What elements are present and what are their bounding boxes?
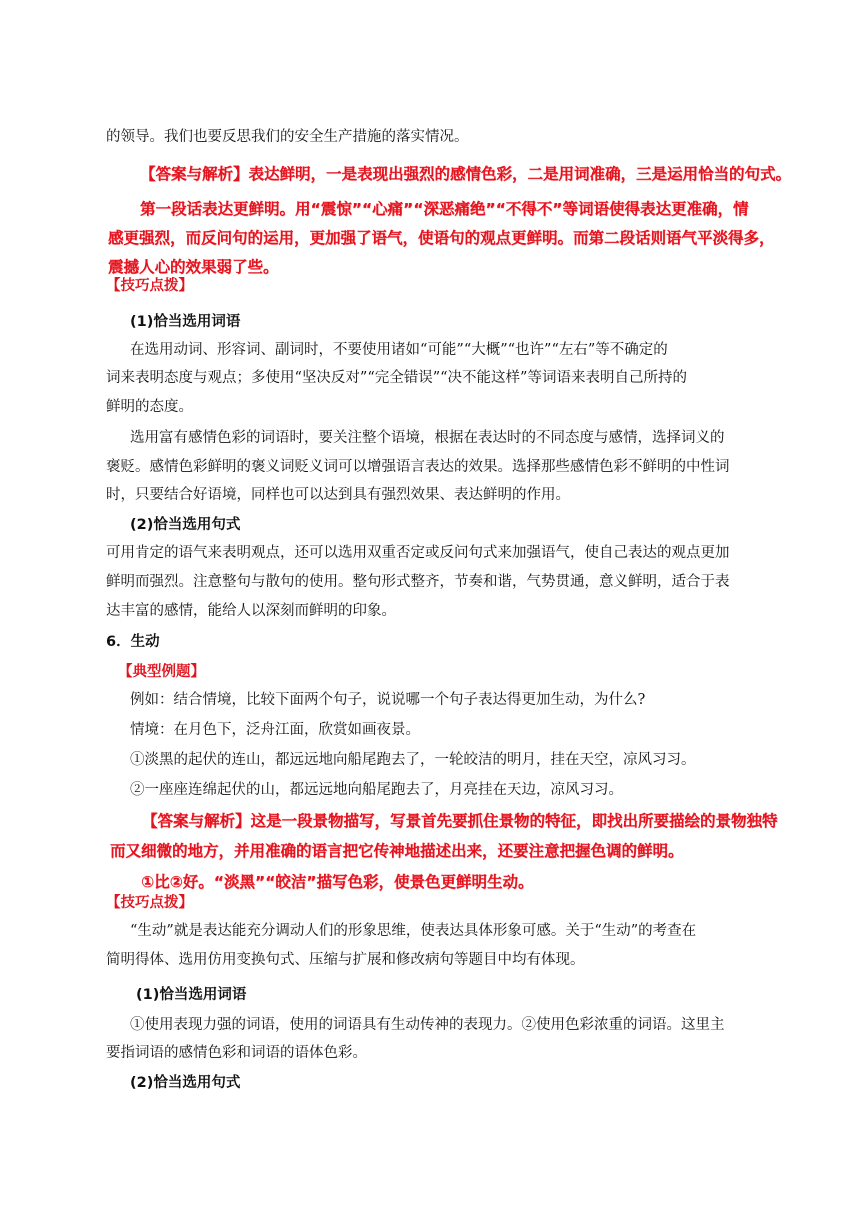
paragraph-3-line-3: 达丰富的感情，能给人以深刻而鲜明的印象。 xyxy=(106,603,396,619)
answer-analysis-2-line-3: ①比②好。“淡黑”“皎洁”描写色彩，使景色更鲜明生动。 xyxy=(141,873,534,891)
sub-heading-sentence-choice-1: (2)恰当选用句式 xyxy=(130,517,241,533)
paragraph-3-line-1: 可用肯定的语气来表明观点，还可以选用双重否定或反问句式来加强语气，使自己表达的观点更加 xyxy=(106,545,730,561)
answer-analysis-1-line-2: 第一段话表达更鲜明。用“震惊”“心痛”“深恶痛绝”“不得不”等词语使得表达更准确，情 xyxy=(140,200,749,218)
example-line-2: 情境：在月色下，泛舟江面，欣赏如画夜景。 xyxy=(130,722,420,738)
answer-analysis-1-line-4: 震撼人心的效果弱了些。 xyxy=(108,258,279,276)
example-line-1: 例如：结合情境，比较下面两个句子，说说哪一个句子表达得更加生动，为什么? xyxy=(130,692,646,708)
paragraph-1-line-1: 在选用动词、形容词、副词时，不要使用诸如“可能”“大概”“也许”“左右”等不确定的 xyxy=(130,342,668,358)
paragraph-2-line-3: 时，只要结合好语境，同样也可以达到具有强烈效果、表达鲜明的作用。 xyxy=(106,487,570,503)
sub-heading-sentence-choice-2: (2)恰当选用句式 xyxy=(130,1075,241,1091)
answer-analysis-2-line-2: 而又细微的地方，并用准确的语言把它传神地描述出来，还要注意把握色调的鲜明。 xyxy=(110,842,684,860)
paragraph-5-line-1: ①使用表现力强的词语，使用的词语具有生动传神的表现力。②使用色彩浓重的词语。这里主 xyxy=(130,1017,725,1033)
answer-analysis-1-line-3: 感更强烈，而反问句的运用，更加强了语气，使语句的观点更鲜明。而第二段话则语气平淡得多， xyxy=(108,229,775,247)
section-6-heading: 6．生动 xyxy=(106,634,160,650)
answer-analysis-2-line-1: 【答案与解析】这是一段景物描写，写景首先要抓住景物的特征，即找出所要描绘的景物独特 xyxy=(142,812,778,830)
example-heading: 【典型例题】 xyxy=(118,664,205,680)
tip-heading-2: 【技巧点拨】 xyxy=(106,895,193,911)
example-line-3: ①淡黑的起伏的连山，都远远地向船尾跑去了，一轮皎洁的明月，挂在天空，凉风习习。 xyxy=(130,752,696,768)
example-line-4: ②一座座连绵起伏的山，都远远地向船尾跑去了，月亮挂在天边，凉风习习。 xyxy=(130,782,623,798)
tip-heading-1: 【技巧点拨】 xyxy=(106,278,193,294)
paragraph-4-line-1: “生动”就是表达能充分调动人们的形象思维，使表达具体形象可感。关于“生动”的考查在 xyxy=(130,923,697,939)
answer-analysis-1-line-1: 【答案与解析】表达鲜明，一是表现出强烈的感情色彩，二是用词准确，三是运用恰当的句式。 xyxy=(140,165,792,183)
paragraph-2-line-1: 选用富有感情色彩的词语时，要关注整个语境，根据在表达时的不同态度与感情，选择词义的 xyxy=(130,430,725,446)
paragraph-1-line-3: 鲜明的态度。 xyxy=(106,399,193,415)
paragraph-2-line-2: 褒贬。感情色彩鲜明的褒义词贬义词可以增强语言表达的效果。选择那些感情色彩不鲜明的中性词 xyxy=(106,459,730,475)
paragraph-5-line-2: 要指词语的感情色彩和词语的语体色彩。 xyxy=(106,1045,367,1061)
sub-heading-word-choice-1: (1)恰当选用词语 xyxy=(130,314,241,330)
paragraph-continuation: 的领导。我们也要反思我们的安全生产措施的落实情况。 xyxy=(106,129,469,145)
paragraph-4-line-2: 简明得体、选用仿用变换句式、压缩与扩展和修改病句等题目中均有体现。 xyxy=(106,952,585,968)
paragraph-1-line-2: 词来表明态度与观点；多使用“坚决反对”“完全错误”“决不能这样”等词语来表明自己所持的 xyxy=(106,370,687,386)
sub-heading-word-choice-2: (1)恰当选用词语 xyxy=(136,987,247,1003)
paragraph-3-line-2: 鲜明而强烈。注意整句与散句的使用。整句形式整齐，节奏和谐，气势贯通，意义鲜明，适合于表 xyxy=(106,574,730,590)
